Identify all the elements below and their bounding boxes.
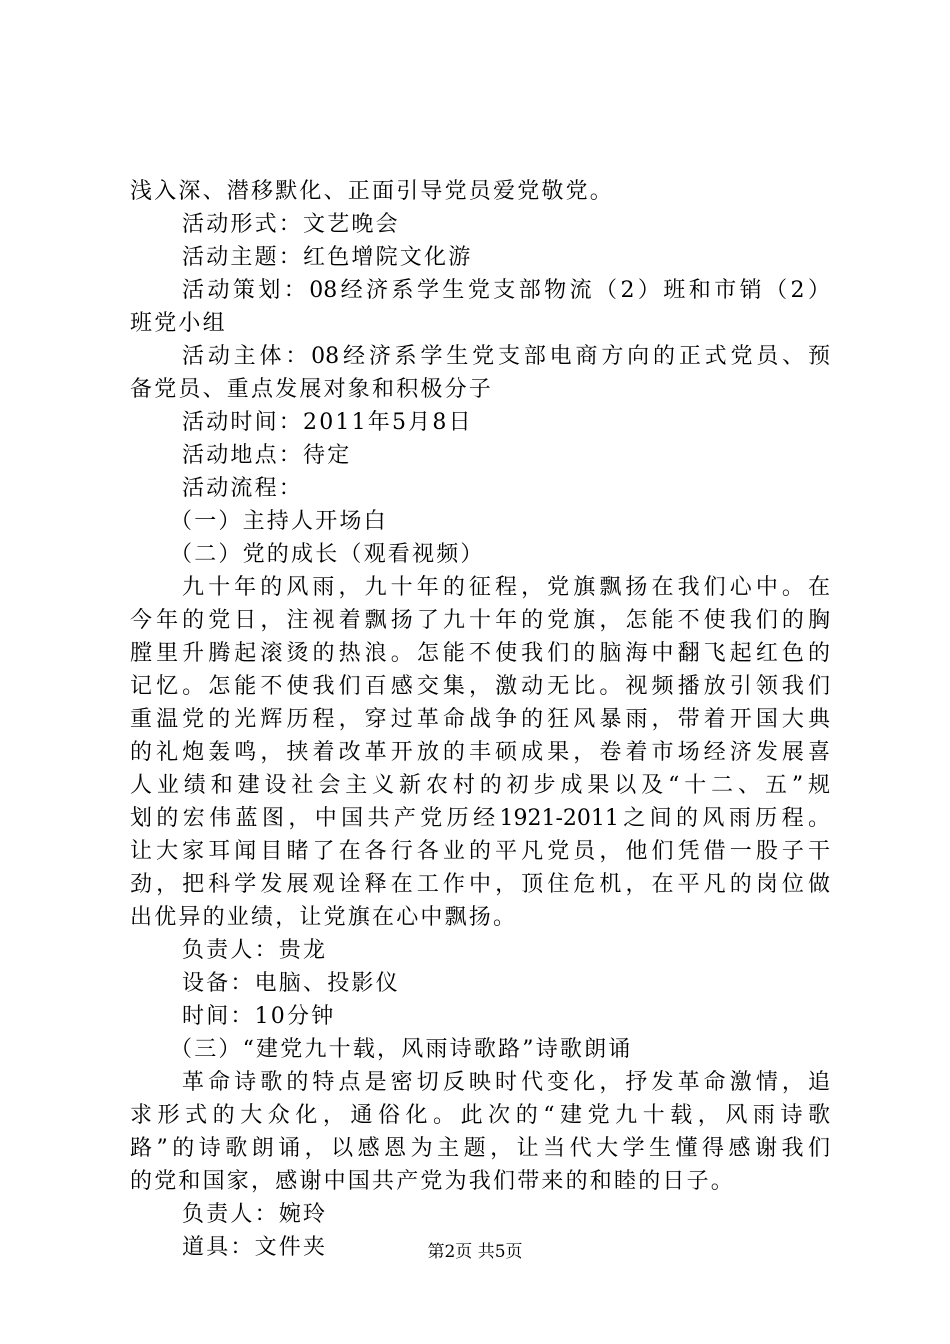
body-line: 膛里升腾起滚烫的热浪。怎能不使我们的脑海中翻飞起红色的 [130,641,830,666]
body-line: （三）“建党九十载，风雨诗歌路”诗歌朗诵 [170,1037,633,1062]
body-line: 路”的诗歌朗诵，以感恩为主题，让当代大学生懂得感谢我们 [130,1136,830,1161]
body-line: 让大家耳闻目睹了在各行各业的平凡党员，他们凭借一股子干 [130,839,830,864]
body-line: 活动主题：红色增院文化游 [182,245,473,270]
body-line: 的礼炮轰鸣，挟着改革开放的丰硕成果，卷着市场经济发展喜 [130,740,830,765]
body-line: 人业绩和建设社会主义新农村的初步成果以及“十二、五”规 [130,773,830,798]
page-number-footer: 第2页 共5页 [427,1242,523,1262]
body-line: 重温党的光辉历程，穿过革命战争的狂风暴雨，带着开国大典 [130,707,830,732]
body-line: 道具：文件夹 [182,1235,328,1260]
body-line: 活动地点：待定 [182,443,352,468]
body-line: 班党小组 [130,311,227,336]
body-line: 今年的党日，注视着飘扬了九十年的党旗，怎能不使我们的胸 [130,608,830,633]
body-line: 的党和国家，感谢中国共产党为我们带来的和睦的日子。 [130,1169,736,1194]
body-line: 活动流程： [182,476,304,501]
body-line: （二）党的成长（观看视频） [170,542,485,567]
body-line: 时间：10分钟 [182,1004,336,1029]
body-line: 劲，把科学发展观诠释在工作中，顶住危机，在平凡的岗位做 [130,872,830,897]
body-line: 九十年的风雨，九十年的征程，党旗飘扬在我们心中。在 [182,575,830,600]
body-line: 求形式的大众化，通俗化。此次的“建党九十载，风雨诗歌 [130,1103,830,1128]
body-line: 负责人：婉玲 [182,1202,328,1227]
body-line: 负责人：贵龙 [182,938,328,963]
body-line: 出优异的业绩，让党旗在心中飘扬。 [130,905,518,930]
document-body [130,175,830,1264]
body-line: 活动时间：2011年5月8日 [182,410,473,435]
body-line: 设备：电脑、投影仪 [182,971,400,996]
body-line: 活动主体：08经济系学生党支部电商方向的正式党员、预 [182,344,830,369]
body-line: 活动形式：文艺晚会 [182,212,400,237]
body-line: 划的宏伟蓝图，中国共产党历经1921-2011之间的风雨历程。 [130,806,830,831]
body-line: 浅入深、潜移默化、正面引导党员爱党敬党。 [130,179,615,204]
body-line: （一）主持人开场白 [170,509,388,534]
body-line: 革命诗歌的特点是密切反映时代变化，抒发革命激情，追 [182,1070,830,1095]
body-line: 记忆。怎能不使我们百感交集，激动无比。视频播放引领我们 [130,674,830,699]
body-line: 活动策划：08经济系学生党支部物流（2）班和市销（2） [182,278,830,303]
body-line: 备党员、重点发展对象和积极分子 [130,377,494,402]
